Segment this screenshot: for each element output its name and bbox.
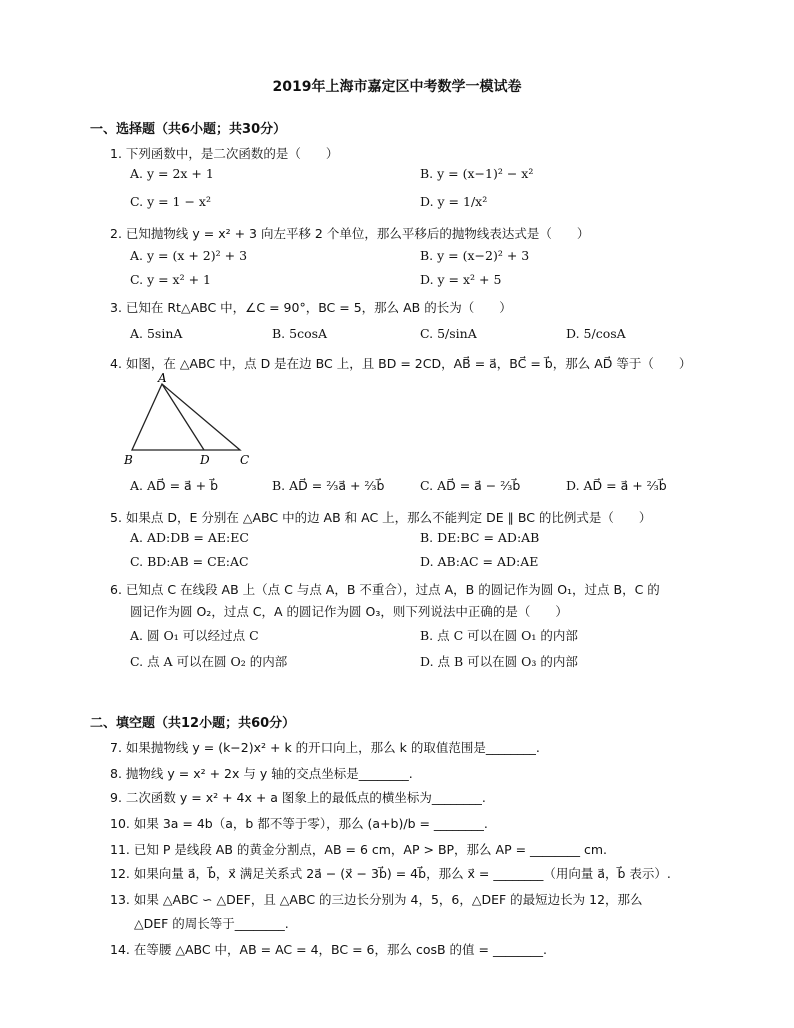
q2-option-c: C. y = x² + 1 [130,272,211,287]
question-2: 2. 已知抛物线 y = x² + 3 向左平移 2 个单位，那么平移后的抛物线表达式是（ ） [110,226,590,241]
q3-option-b: B. 5cosA [272,326,328,341]
q5-option-b: B. DE:BC = AD:AB [420,530,540,545]
q6-option-a: A. 圆 O₁ 可以经过点 C [130,628,259,643]
q6-option-d: D. 点 B 可以在圆 O₃ 的内部 [420,654,578,669]
q4-option-a: A. AD⃗ = a⃗ + b⃗ [130,478,219,493]
q3-option-a: A. 5sinA [130,326,183,341]
question-9: 9. 二次函数 y = x² + 4x + a 图象上的最低点的横坐标为________. [110,790,486,805]
label-c: C [240,453,250,467]
question-12: 12. 如果向量 a⃗，b⃗，x⃗ 满足关系式 2a⃗ − (x⃗ − 3b⃗) = 4b⃗，那么 x⃗ = ________（用向量 a⃗，b⃗ 表示）. [110,866,671,881]
q2-option-a: A. y = (x + 2)² + 3 [130,248,248,263]
label-d: D [200,453,210,467]
question-5: 5. 如果点 D，E 分别在 △ABC 中的边 AB 和 AC 上，那么不能判定 DE ∥ BC 的比例式是（ ） [110,510,652,525]
q6-option-b: B. 点 C 可以在圆 O₁ 的内部 [420,628,578,643]
q3-option-d: D. 5/cosA [566,326,626,341]
question-10: 10. 如果 3a = 4b（a，b 都不等于零），那么 (a+b)/b = ________. [110,816,488,831]
q1-option-d: D. y = 1/x² [420,194,488,209]
question-6-line-1: 6. 已知点 C 在线段 AB 上（点 C 与点 A，B 不重合），过点 A，B 的圆记作为圆 O₁，过点 B，C 的 [110,582,660,597]
q1-option-c: C. y = 1 − x² [130,194,211,209]
question-14: 14. 在等腰 △ABC 中，AB = AC = 4，BC = 6，那么 cosB 的值 = ________. [110,942,547,957]
triangle-abc [132,384,240,450]
label-b: B [124,453,133,467]
question-3: 3. 已知在 Rt△ABC 中，∠C = 90°，BC = 5，那么 AB 的长为（ ） [110,300,512,315]
q4-option-c: C. AD⃗ = a⃗ − ⅔b⃗ [420,478,521,493]
q5-option-a: A. AD:DB = AE:EC [130,530,249,545]
q5-option-d: D. AB:AC = AD:AE [420,554,539,569]
segment-ad [162,384,204,450]
q6-option-c: C. 点 A 可以在圆 O₂ 的内部 [130,654,288,669]
q4-option-b: B. AD⃗ = ⅔a⃗ + ⅔b⃗ [272,478,385,493]
label-a: A [158,372,167,385]
question-1: 1. 下列函数中，是二次函数的是（ ） [110,146,339,161]
q5-option-c: C. BD:AB = CE:AC [130,554,249,569]
q1-option-b: B. y = (x−1)² − x² [420,166,534,181]
q4-option-d: D. AD⃗ = a⃗ + ⅔b⃗ [566,478,667,493]
question-13-line-1: 13. 如果 △ABC ∽ △DEF，且 △ABC 的三边长分别为 4，5，6，△DEF 的最短边长为 12，那么 [110,892,643,907]
question-11: 11. 已知 P 是线段 AB 的黄金分割点，AB = 6 cm，AP > BP，那么 AP = ________ cm. [110,842,608,857]
q1-option-a: A. y = 2x + 1 [130,166,214,181]
q2-option-d: D. y = x² + 5 [420,272,502,287]
page-title: 2019年上海市嘉定区中考数学一模试卷 [272,79,522,95]
question-4: 4. 如图，在 △ABC 中，点 D 是在边 BC 上，且 BD = 2CD，AB⃗ = a⃗，BC⃗ = b⃗，那么 AD⃗ 等于（ ） [110,356,692,371]
question-8: 8. 抛物线 y = x² + 2x 与 y 轴的交点坐标是________. [110,766,413,781]
question-6-line-2: 圆记作为圆 O₂，过点 C，A 的圆记作为圆 O₃，则下列说法中正确的是（ ） [130,604,568,619]
q2-option-b: B. y = (x−2)² + 3 [420,248,530,263]
section-choice-heading: 一、选择题（共6小题；共30分） [90,122,287,137]
section-fill-heading: 二、填空题（共12小题；共60分） [90,716,296,731]
question-7: 7. 如果抛物线 y = (k−2)x² + k 的开口向上，那么 k 的取值范围是________. [110,740,540,755]
triangle-figure [120,372,270,468]
question-13-line-2: △DEF 的周长等于________. [134,916,289,931]
q3-option-c: C. 5/sinA [420,326,477,341]
